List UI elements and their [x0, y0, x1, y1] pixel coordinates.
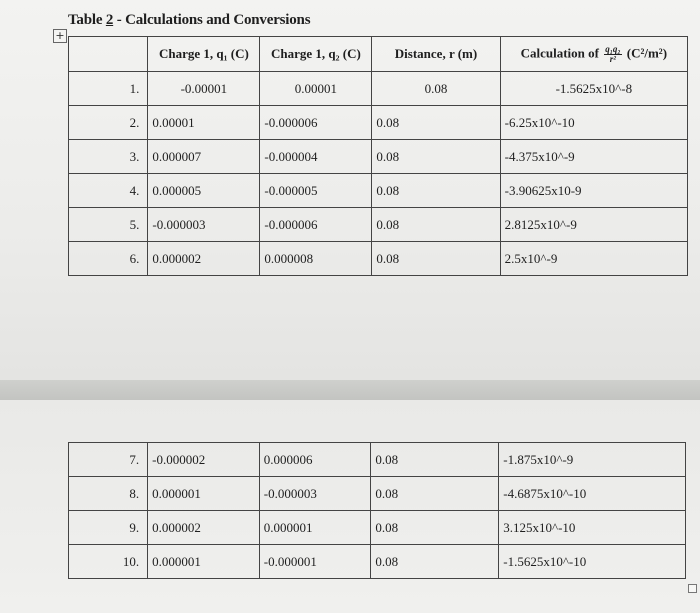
cell-calculation: -6.25x10^-10 [500, 106, 687, 140]
caption-number: 2 [105, 12, 114, 28]
header-distance: Distance, r (m) [372, 37, 500, 72]
page-break [0, 380, 700, 400]
cell-q2: -0.000006 [260, 208, 372, 242]
calculations-table-part-2 [68, 442, 686, 579]
table-row [69, 208, 688, 242]
table-row [69, 242, 688, 276]
cell-distance: 0.08 [371, 511, 499, 545]
cell-q2: -0.000003 [259, 477, 371, 511]
row-index: 3. [69, 140, 148, 174]
cell-q1: 0.00001 [148, 106, 260, 140]
cell-q1: 0.000001 [148, 477, 260, 511]
caption-suffix: - Calculations and Conversions [113, 12, 311, 28]
table-row [69, 511, 686, 545]
row-index: 8. [69, 477, 148, 511]
calculations-table-part-1 [68, 36, 688, 276]
table-row [69, 443, 686, 477]
cell-calculation: -3.90625x10-9 [500, 174, 687, 208]
table-row [69, 545, 686, 579]
formula-denominator: r² [609, 53, 616, 64]
row-index: 10. [69, 545, 148, 579]
cell-q2: 0.000008 [260, 242, 372, 276]
table-row [69, 140, 688, 174]
header-q2: Charge 1, q₂ (C) [260, 37, 372, 72]
cell-calculation: -4.375x10^-9 [500, 140, 687, 174]
cell-q2: -0.000006 [260, 106, 372, 140]
cell-q1: -0.000003 [148, 208, 260, 242]
cell-q1: -0.000002 [148, 443, 260, 477]
cell-calculation: -1.5625x10^-10 [499, 545, 686, 579]
cell-distance: 0.08 [372, 208, 500, 242]
cell-calculation: 3.125x10^-10 [499, 511, 686, 545]
cell-calculation: -1.5625x10^-8 [500, 72, 687, 106]
cell-q1: 0.000002 [148, 242, 260, 276]
table-caption [68, 12, 310, 29]
header-index [69, 37, 148, 72]
row-index: 2. [69, 106, 148, 140]
cell-q1: 0.000007 [148, 140, 260, 174]
cell-q1: -0.00001 [148, 72, 260, 106]
cell-distance: 0.08 [371, 443, 499, 477]
cell-distance: 0.08 [372, 242, 500, 276]
table-row [69, 477, 686, 511]
row-index: 4. [69, 174, 148, 208]
row-index: 7. [69, 443, 148, 477]
row-index: 1. [69, 72, 148, 106]
cell-distance: 0.08 [372, 140, 500, 174]
caption-prefix: Table [68, 12, 106, 28]
cell-q2: -0.000001 [259, 545, 371, 579]
cell-calculation: -1.875x10^-9 [499, 443, 686, 477]
row-index: 9. [69, 511, 148, 545]
header-calc-prefix: Calculation of [520, 44, 603, 60]
table-row [69, 106, 688, 140]
cell-q2: 0.00001 [260, 72, 372, 106]
table-header-row [69, 37, 688, 72]
table-row [69, 174, 688, 208]
cell-calculation: -4.6875x10^-10 [499, 477, 686, 511]
row-index: 5. [69, 208, 148, 242]
header-calculation [500, 37, 687, 72]
cell-q1: 0.000002 [148, 511, 260, 545]
cell-q2: -0.000004 [260, 140, 372, 174]
cell-q2: 0.000006 [259, 443, 371, 477]
cell-q1: 0.000005 [148, 174, 260, 208]
formula-numerator: q₁q₂ [605, 43, 621, 54]
header-q1: Charge 1, q₁ (C) [148, 37, 260, 72]
table-row [69, 72, 688, 106]
row-index: 6. [69, 242, 148, 276]
cell-distance: 0.08 [372, 106, 500, 140]
cell-calculation: 2.5x10^-9 [500, 242, 687, 276]
cell-q1: 0.000001 [148, 545, 260, 579]
table-move-handle-icon[interactable]: + [53, 29, 67, 43]
cell-distance: 0.08 [372, 72, 500, 106]
table-resize-handle-icon[interactable] [688, 584, 697, 593]
cell-calculation: 2.8125x10^-9 [500, 208, 687, 242]
cell-q2: -0.000005 [260, 174, 372, 208]
cell-distance: 0.08 [371, 545, 499, 579]
formula-fraction [604, 45, 621, 64]
cell-distance: 0.08 [372, 174, 500, 208]
cell-distance: 0.08 [371, 477, 499, 511]
header-calc-units: (C²/m²) [626, 44, 668, 60]
cell-q2: 0.000001 [259, 511, 371, 545]
